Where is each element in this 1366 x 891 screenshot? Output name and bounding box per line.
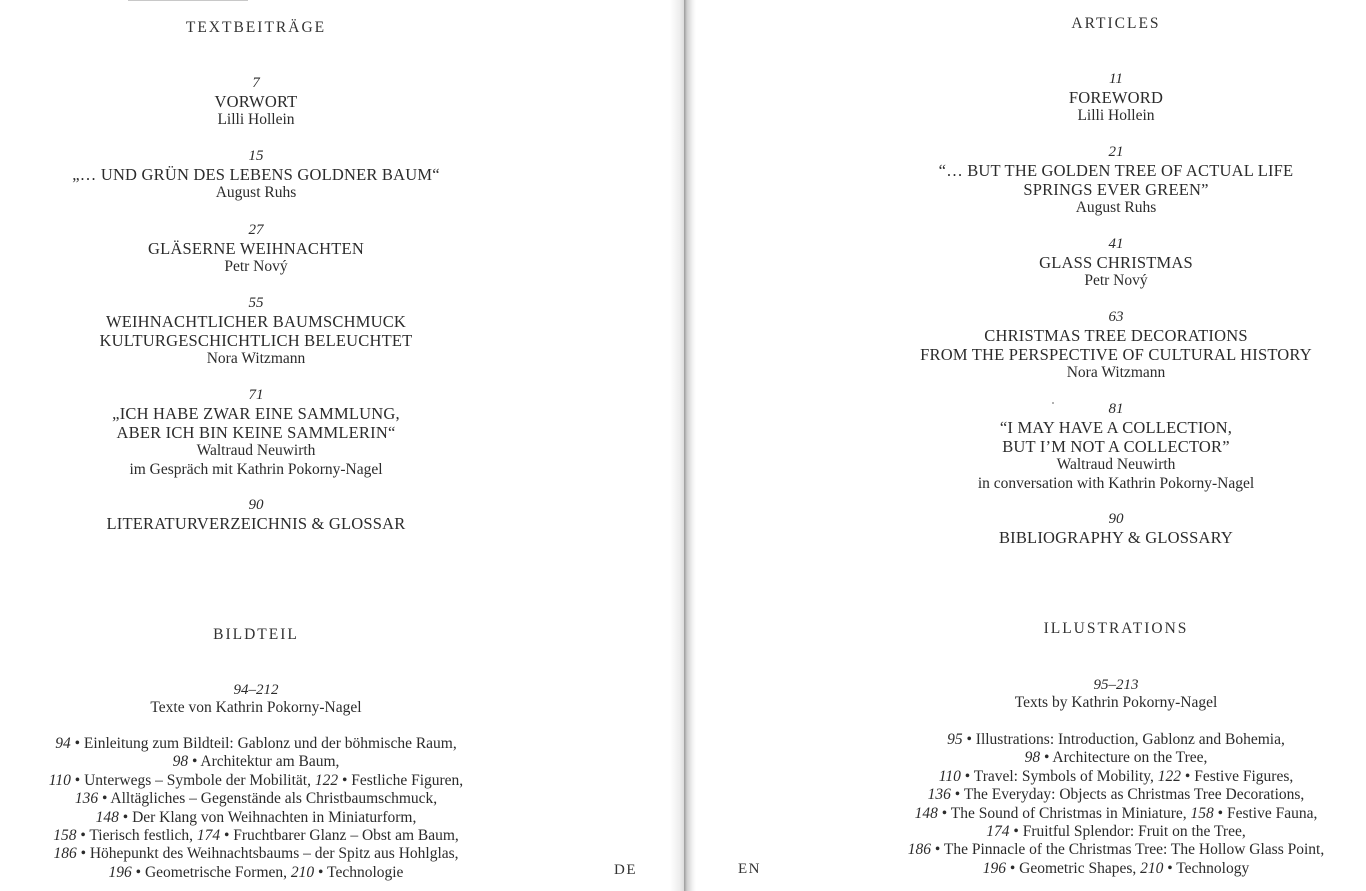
illustrations-text: • Alltägliches – Gegenstände als Christbaumschmuck, (98, 790, 438, 808)
illustrations-line (732, 768, 1366, 786)
entry-title: BIBLIOGRAPHY & GLOSSARY (998, 528, 1234, 547)
entry-title: GLASS CHRISTMAS (1039, 253, 1193, 272)
illustrations-text: • Geometrische Formen, (131, 863, 291, 881)
entry-author: in conversation with Kathrin Pokorny-Nagel (977, 474, 1255, 492)
section-heading-articles: ARTICLES (1071, 15, 1161, 32)
toc-entry (732, 143, 1366, 218)
illustrations-page-number: 186 (53, 845, 77, 863)
entry-author: August Ruhs (215, 184, 297, 201)
entry-title: FROM THE PERSPECTIVE OF CULTURAL HISTORY (920, 345, 1312, 364)
illustrations-page-number: 136 (74, 790, 99, 808)
illustrations-line (0, 790, 512, 808)
book-gutter-shadow (684, 0, 696, 891)
section-heading-articles: TEXTBEITRÄGE (185, 19, 327, 36)
illustrations-page-range: 94–212 (233, 682, 279, 698)
illustrations-page-number: 122 (1157, 767, 1182, 785)
entry-title: SPRINGS EVER GREEN” (1023, 180, 1209, 199)
illustrations-text: • Einleitung zum Bildteil: Gablonz und der böhmische Raum, (70, 735, 457, 752)
entry-title: ABER ICH BIN KEINE SAMMLERIN“ (116, 423, 396, 442)
illustrations-text: • Festive Figures, (1181, 767, 1294, 785)
illustrations-text: • Unterwegs – Symbole der Mobilität, (70, 771, 315, 789)
entry-page-number: 41 (1108, 236, 1124, 252)
illustrations-page-number: 174 (986, 823, 1010, 841)
illustrations-line (0, 735, 512, 753)
entry-title: LITERATURVERZEICHNIS & GLOSSAR (106, 514, 406, 533)
entry-author: Waltraud Neuwirth (1056, 456, 1176, 473)
right-page (696, 0, 1366, 891)
entry-title: “… BUT THE GOLDEN TREE OF ACTUAL LIFE (938, 161, 1294, 180)
illustrations-page-number: 148 (914, 804, 938, 822)
illustrations-line (0, 827, 512, 845)
entry-page-number: 27 (248, 222, 264, 238)
toc-entry (732, 400, 1366, 493)
illustrations-line (0, 864, 512, 882)
entry-title: GLÄSERNE WEIHNACHTEN (148, 239, 364, 258)
illustrations-byline: Texte von Kathrin Pokorny-Nagel (150, 699, 362, 716)
illustrations-list (0, 735, 512, 882)
illustrations-page-number: 158 (53, 827, 77, 845)
illustrations-page-number: 98 (172, 753, 189, 771)
illustrations-line (0, 753, 512, 771)
illustrations-page-number: 196 (982, 859, 1006, 877)
toc-entry (0, 221, 512, 277)
illustrations-text: • Travel: Symbols of Mobility, (960, 767, 1158, 785)
left-column (0, 0, 512, 891)
entry-author: Petr Nový (1084, 272, 1148, 289)
illustrations-text: • Architektur am Baum, (188, 753, 340, 771)
illustrations-text: • The Sound of Christmas in Miniature, (937, 804, 1191, 822)
entry-author: August Ruhs (1075, 199, 1157, 216)
entry-title: „ICH HABE ZWAR EINE SAMMLUNG, (112, 404, 400, 423)
entry-title: WEIHNACHTLICHER BAUMSCHMUCK (105, 312, 407, 331)
illustrations-page-number: 122 (314, 771, 339, 789)
toc-entry (0, 147, 512, 203)
illustrations-text: • Fruchtbarer Glanz – Obst am Baum, (220, 827, 459, 845)
illustrations-page-number: 158 (1190, 804, 1214, 822)
illustrations-page-number: 210 (1140, 859, 1164, 877)
illustrations-line (732, 805, 1366, 823)
illustrations-text: • Geometric Shapes, (1006, 859, 1141, 877)
entry-title: “I MAY HAVE A COLLECTION, (999, 418, 1233, 437)
entry-author: Nora Witzmann (206, 350, 306, 367)
illustrations-text: • Architecture on the Tree, (1040, 749, 1208, 767)
entry-title: VORWORT (214, 92, 298, 111)
toc-entry (0, 496, 512, 533)
illustrations-page-number: 210 (290, 863, 315, 881)
entry-author: Lilli Hollein (217, 111, 295, 128)
toc-entry (732, 308, 1366, 383)
illustrations-line (732, 731, 1366, 749)
section-heading-illustrations: ILLUSTRATIONS (1043, 620, 1189, 637)
toc-entry (732, 510, 1366, 547)
illustrations-page-number: 148 (95, 808, 119, 826)
illustrations-text: • Festliche Figuren, (338, 771, 464, 789)
illustrations-text: • Der Klang von Weihnachten in Miniaturform, (118, 808, 417, 826)
entry-page-number: 21 (1108, 144, 1124, 160)
entry-page-number: 63 (1108, 309, 1124, 325)
section-heading-illustrations: BILDTEIL (213, 626, 299, 643)
toc-entry (0, 386, 512, 479)
illustrations-page-number: 136 (927, 786, 951, 804)
illustrations-text: • The Everyday: Objects as Christmas Tree Decorations, (950, 786, 1305, 804)
entry-page-number: 71 (248, 387, 264, 403)
entry-page-number: 81 (1108, 401, 1124, 417)
toc-entry (0, 74, 512, 130)
toc-entry (732, 70, 1366, 126)
illustrations-text: • Tierisch festlich, (76, 827, 197, 845)
entry-author: Nora Witzmann (1066, 364, 1166, 381)
illustrations-page-number: 196 (108, 863, 132, 881)
illustrations-line (732, 786, 1366, 804)
entry-page-number: 55 (248, 295, 264, 311)
entry-title: FOREWORD (1068, 88, 1164, 107)
illustrations-list (732, 731, 1366, 878)
illustrations-page-range: 95–213 (1093, 677, 1139, 693)
illustrations-line (732, 841, 1366, 859)
illustrations-page-number: 95 (947, 731, 963, 748)
entry-page-number: 90 (248, 497, 264, 513)
illustrations-page-number: 186 (907, 841, 932, 859)
entry-page-number: 15 (248, 148, 264, 164)
illustrations-byline: Texts by Kathrin Pokorny-Nagel (1014, 694, 1218, 711)
illustrations-text: • Höhepunkt des Weihnachtsbaums – der Spitz aus Hohlglas, (76, 845, 459, 863)
illustrations-text: • Technologie (314, 863, 404, 881)
toc-entry (0, 294, 512, 369)
illustrations-line (732, 860, 1366, 878)
illustrations-page-number: 94 (55, 735, 71, 752)
language-label: DE (614, 862, 637, 878)
illustrations-page-number: 98 (1024, 749, 1041, 767)
entry-author: Petr Nový (224, 258, 288, 275)
illustrations-text: • Illustrations: Introduction, Gablonz and Bohemia, (962, 731, 1285, 748)
entry-author: im Gespräch mit Kathrin Pokorny-Nagel (129, 460, 383, 478)
illustrations-text: • Festive Fauna, (1213, 804, 1318, 822)
illustrations-line (732, 749, 1366, 767)
illustrations-text: • The Pinnacle of the Christmas Tree: The Hollow Glass Point, (931, 841, 1325, 859)
entry-author: Lilli Hollein (1077, 107, 1155, 124)
illustrations-page-number: 110 (48, 771, 71, 789)
illustrations-line (0, 809, 512, 827)
illustrations-page-number: 174 (196, 827, 221, 845)
illustrations-line (732, 823, 1366, 841)
illustrations-line (0, 772, 512, 790)
language-label: EN (738, 861, 761, 877)
entry-title: CHRISTMAS TREE DECORATIONS (984, 326, 1248, 345)
illustrations-page-number: 110 (938, 767, 961, 785)
entry-title: BUT I’M NOT A COLLECTOR” (1002, 437, 1230, 456)
entry-page-number: 11 (1109, 71, 1123, 87)
entry-title: „… UND GRÜN DES LEBENS GOLDNER BAUM“ (72, 165, 440, 184)
entry-author: Waltraud Neuwirth (196, 442, 316, 459)
book-gutter-shadow (670, 0, 684, 891)
illustrations-text: • Fruitful Splendor: Fruit on the Tree, (1009, 823, 1246, 841)
illustrations-text: • Technology (1163, 859, 1250, 877)
right-column (732, 0, 1366, 891)
entry-page-number: 7 (252, 75, 260, 91)
scan-speck (1052, 402, 1054, 404)
entry-page-number: 90 (1108, 511, 1124, 527)
entry-title: KULTURGESCHICHTLICH BELEUCHTET (99, 331, 413, 350)
illustrations-line (0, 845, 512, 863)
toc-entry (732, 235, 1366, 291)
